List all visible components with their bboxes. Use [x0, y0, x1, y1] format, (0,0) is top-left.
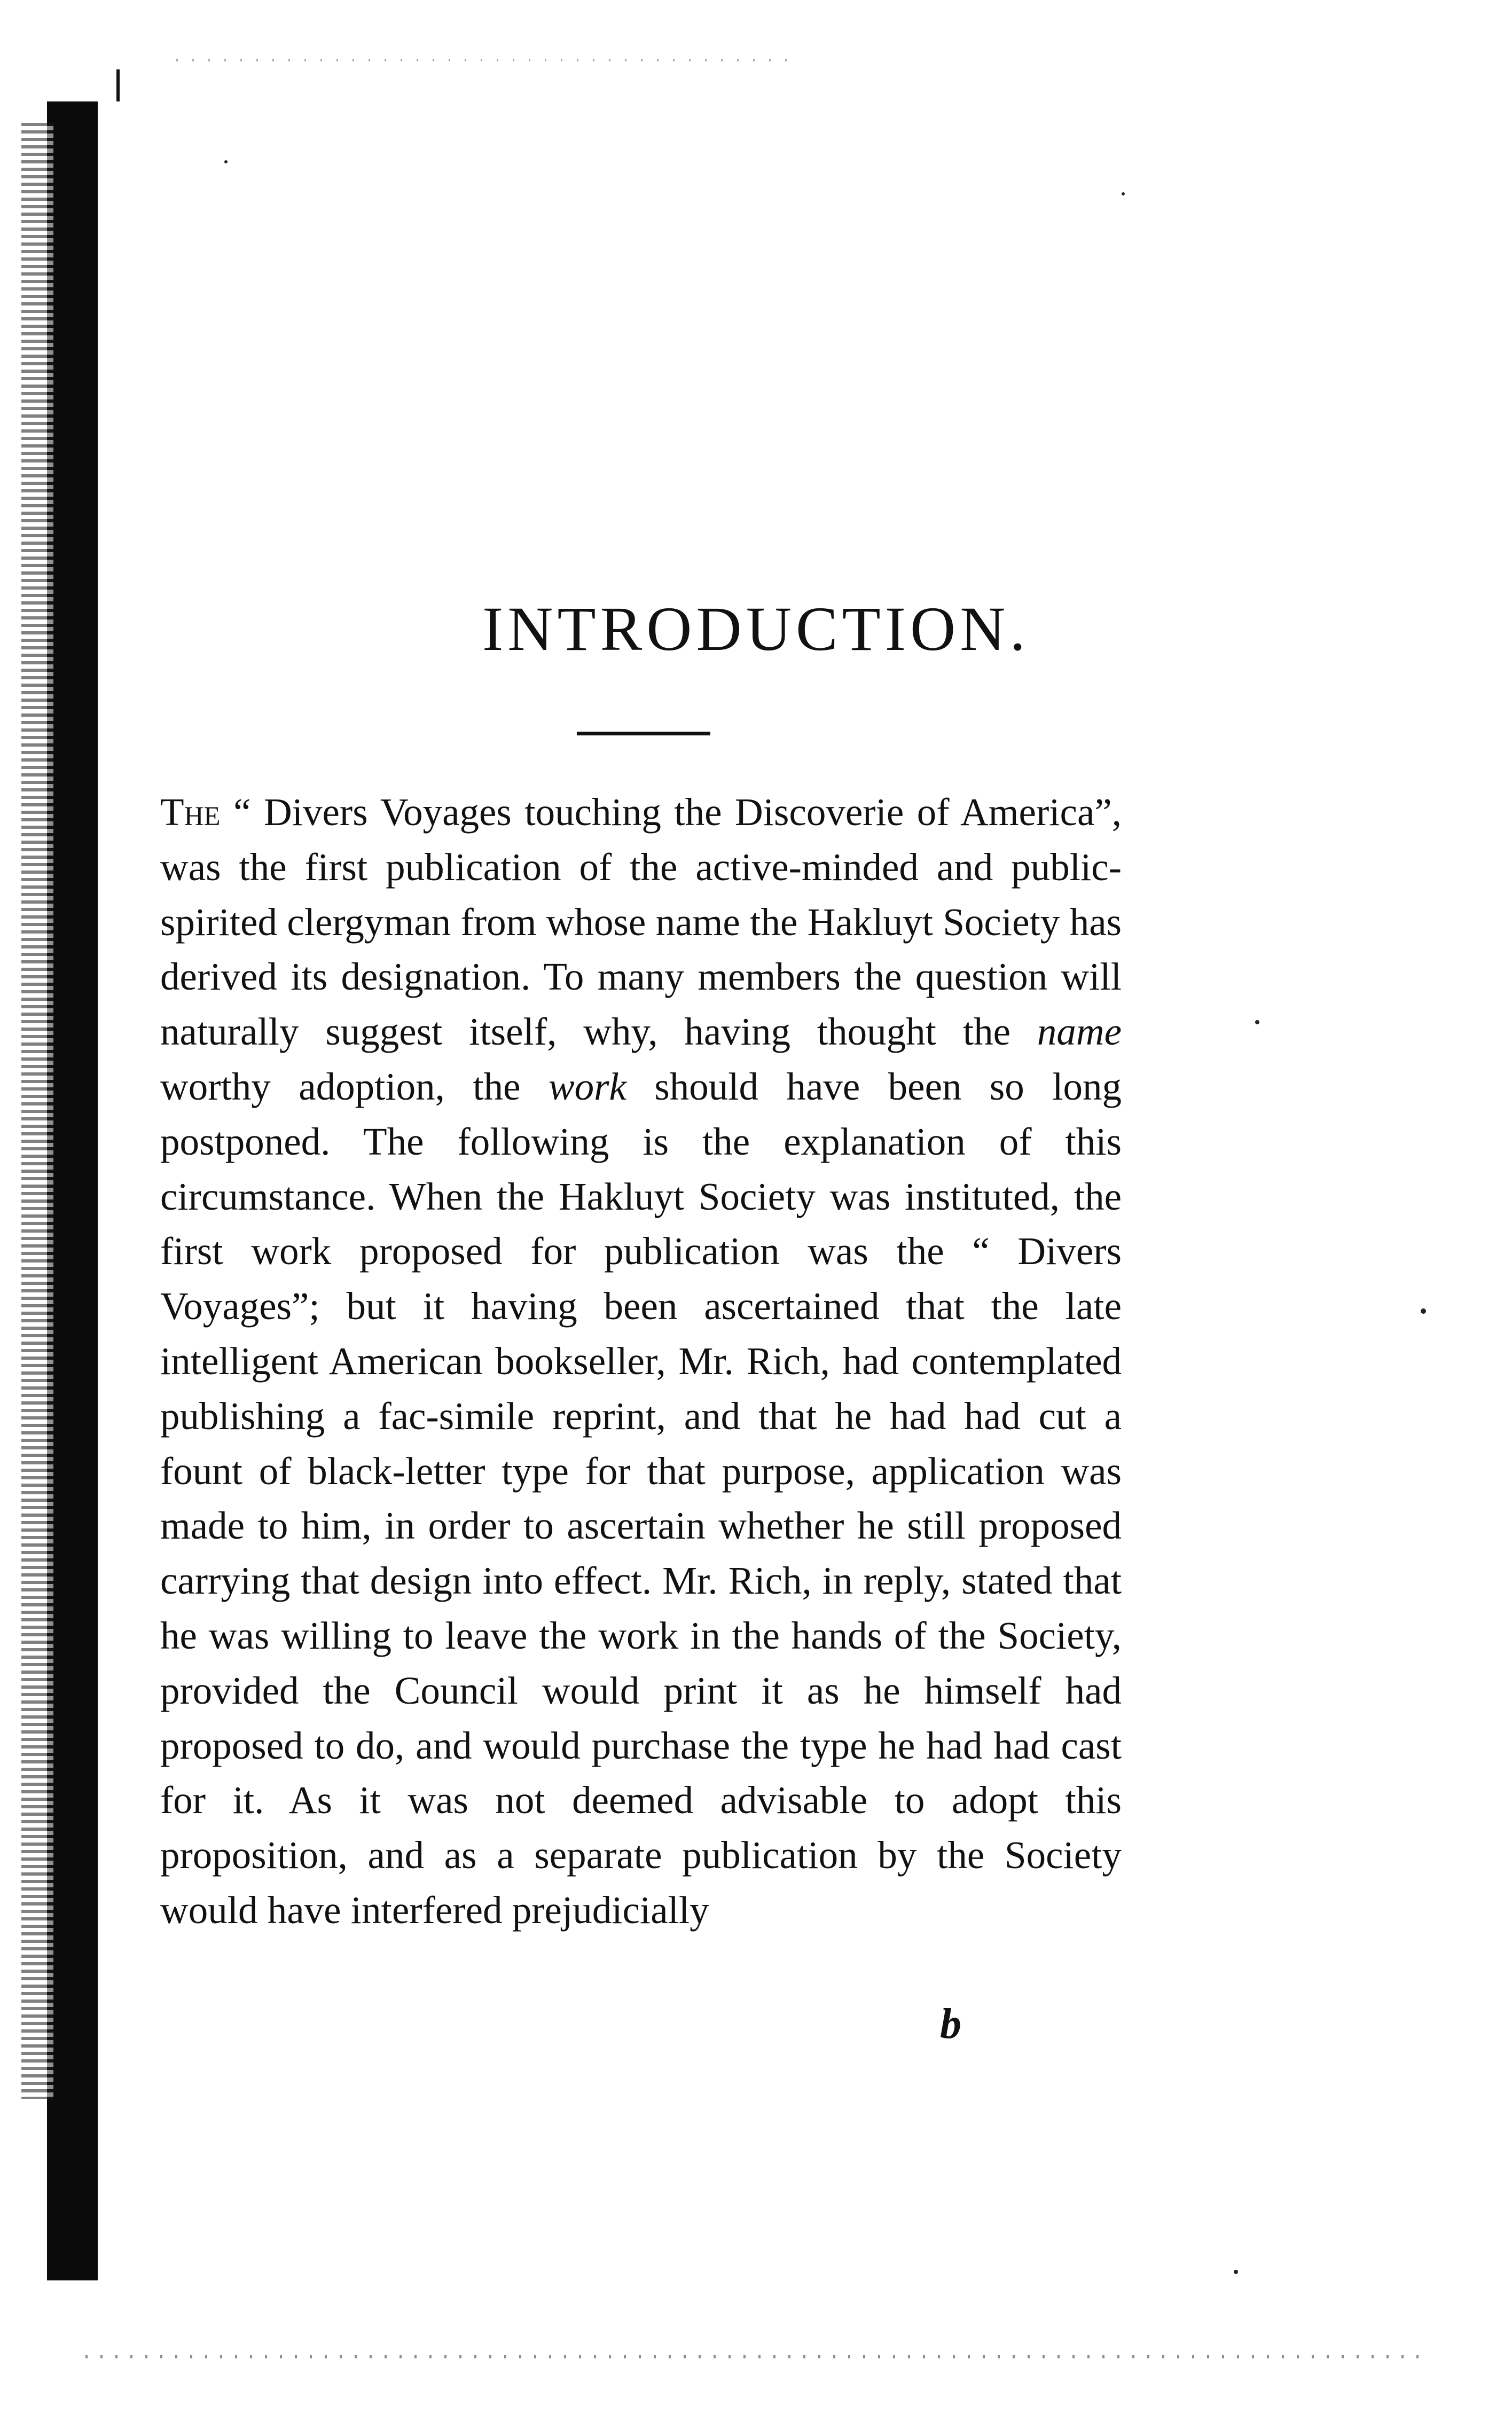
- speck: [224, 160, 228, 163]
- speck: [1122, 192, 1125, 195]
- speck: [1255, 1020, 1259, 1024]
- signature-mark: b: [940, 2001, 961, 2048]
- page-mark: [116, 69, 120, 101]
- body-text-part-1: “ Divers Voyages touching the Discoverie of America”, was the first publication of the active-minded and public-spirited clergyman from whose name the Hakluyt Society has derived its designation. To many members the question will naturally suggest itself, why, having thought the: [160, 790, 1122, 1054]
- speck: [1421, 1308, 1426, 1314]
- emphasis-name: name: [1037, 1010, 1122, 1054]
- scan-noise-top: [176, 59, 790, 61]
- emphasis-work: work: [548, 1064, 626, 1108]
- page-title: INTRODUCTION.: [482, 594, 1030, 664]
- scan-noise-bottom: [85, 2355, 1421, 2358]
- binding-edge-texture: [21, 123, 53, 2099]
- binding-edge: [47, 101, 98, 2280]
- body-paragraph: [160, 785, 1122, 1938]
- title-rule: [577, 732, 710, 735]
- speck: [1234, 2270, 1238, 2274]
- opening-word: The: [160, 790, 221, 834]
- body-text-part-3: should have been so long postponed. The following is the explanation of this circumstance. When the Hakluyt Society was instituted, the first work proposed for publication was the “ Divers Voyages”; but it having been ascertained that the late intelligent American bookseller, Mr. Rich, had contemplated publishing a fac-simile reprint, and that he had had cut a fount of black-letter type for that purpose, application was made to him, in order to ascertain whether he still proposed carrying that design into effect. Mr. Rich, in reply, stated that he was willing to leave the work in the hands of the Society, provided the Council would print it as he himself had proposed to do, and would purchase the type he had had cast for it. As it was not deemed advisable to adopt this proposition, and as a separate publication by the Society would have interfered prejudicially: [160, 1064, 1122, 1932]
- body-text-part-2: worthy adoption, the: [160, 1064, 549, 1108]
